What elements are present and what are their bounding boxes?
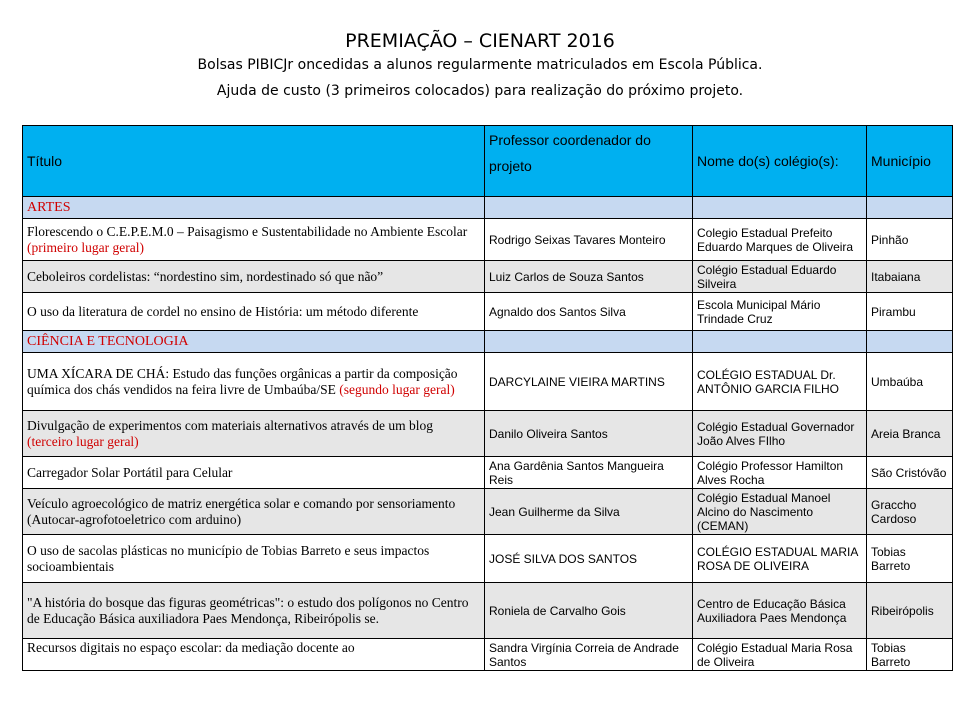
awards-table bbox=[22, 125, 953, 671]
school-cell: Colegio Estadual Prefeito Eduardo Marques de Oliveira bbox=[693, 219, 867, 261]
table-row bbox=[23, 411, 953, 457]
municipality-cell: Pinhão bbox=[867, 219, 953, 261]
school-cell: Escola Municipal Mário Trindade Cruz bbox=[693, 293, 867, 331]
table-row bbox=[23, 489, 953, 535]
project-title: O uso da literatura de cordel no ensino de História: um método diferente bbox=[27, 303, 419, 319]
project-title: Recursos digitais no espaço escolar: da mediação docente ao bbox=[27, 640, 355, 655]
professor-cell: Jean Guilherme da Silva bbox=[485, 489, 693, 535]
project-title: O uso de sacolas plásticas no município de Tobias Barreto e seus impactos socioambientais bbox=[27, 542, 430, 574]
professor-cell: DARCYLAINE VIEIRA MARTINS bbox=[485, 353, 693, 411]
subtitle-ajuda: Ajuda de custo (3 primeiros colocados) para realização do próximo projeto. bbox=[216, 83, 744, 99]
section-label: ARTES bbox=[23, 197, 485, 219]
table-row bbox=[23, 293, 953, 331]
professor-cell: Rodrigo Seixas Tavares Monteiro bbox=[485, 219, 693, 261]
municipality-cell: Areia Branca bbox=[867, 411, 953, 457]
project-title: Veículo agroecológico de matriz energética solar e comando por sensoriamento (Autocar-agrofotoeletrico com arduino) bbox=[27, 495, 456, 527]
table-row bbox=[23, 457, 953, 489]
subtitle-bolsas: Bolsas PIBICJr oncedidas a alunos regularmente matriculados em Escola Pública. bbox=[197, 57, 763, 73]
school-cell: COLÉGIO ESTADUAL Dr. ANTÔNIO GARCIA FILHO bbox=[693, 353, 867, 411]
professor-cell: Sandra Virgínia Correia de Andrade Santos bbox=[485, 639, 693, 671]
school-cell: Colégio Estadual Governador João Alves FIlho bbox=[693, 411, 867, 457]
municipality-cell: Ribeirópolis bbox=[867, 583, 953, 639]
professor-cell: Ana Gardênia Santos Mangueira Reis bbox=[485, 457, 693, 489]
project-title: Carregador Solar Portátil para Celular bbox=[27, 464, 233, 480]
municipality-cell: São Cristóvão bbox=[867, 457, 953, 489]
project-title: "A história do bosque das figuras geométricas": o estudo dos polígonos no Centro de Educação Básica auxiliadora Paes Mendonça, Ribeirópolis se. bbox=[27, 594, 469, 626]
header-row bbox=[23, 126, 953, 197]
municipality-cell: Graccho Cardoso bbox=[867, 489, 953, 535]
page-title: PREMIAÇÃO – CIENART 2016 bbox=[345, 30, 615, 52]
professor-cell: Roniela de Carvalho Gois bbox=[485, 583, 693, 639]
municipality-cell: Umbaúba bbox=[867, 353, 953, 411]
school-cell: Colégio Professor Hamilton Alves Rocha bbox=[693, 457, 867, 489]
municipality-cell: Tobias Barreto bbox=[867, 639, 953, 671]
award-placement: (terceiro lugar geral) bbox=[27, 433, 139, 449]
project-title: Divulgação de experimentos com materiais alternativos através de um blog bbox=[27, 417, 433, 433]
project-title: Florescendo o C.E.P.E.M.0 – Paisagismo e Sustentabilidade no Ambiente Escolar bbox=[27, 223, 468, 239]
school-cell: COLÉGIO ESTADUAL MARIA ROSA DE OLIVEIRA bbox=[693, 535, 867, 583]
municipality-cell: Tobias Barreto bbox=[867, 535, 953, 583]
award-placement: (segundo lugar geral) bbox=[339, 381, 455, 397]
municipality-cell: Itabaiana bbox=[867, 261, 953, 293]
section-row-artes bbox=[23, 197, 953, 219]
table-row bbox=[23, 353, 953, 411]
table-row bbox=[23, 219, 953, 261]
section-label: CIÊNCIA E TECNOLOGIA bbox=[23, 331, 485, 353]
table-row bbox=[23, 535, 953, 583]
school-cell: Colégio Estadual Maria Rosa de Oliveira bbox=[693, 639, 867, 671]
table-row bbox=[23, 639, 953, 671]
professor-cell: Agnaldo dos Santos Silva bbox=[485, 293, 693, 331]
column-header-professor: Professor coordenador do projeto bbox=[485, 126, 693, 197]
professor-cell: JOSÉ SILVA DOS SANTOS bbox=[485, 535, 693, 583]
column-header-municipio: Município bbox=[867, 126, 953, 197]
column-header-titulo: Título bbox=[23, 126, 485, 197]
project-title: UMA XÍCARA DE CHÁ: Estudo das funções orgânicas a partir da composição química dos chás vendidos na feira livre de Umbaúba/SE bbox=[27, 365, 458, 397]
school-cell: Colégio Estadual Manoel Alcino do Nascimento (CEMAN) bbox=[693, 489, 867, 535]
award-placement: (primeiro lugar geral) bbox=[27, 239, 144, 255]
professor-cell: Danilo Oliveira Santos bbox=[485, 411, 693, 457]
project-title: Ceboleiros cordelistas: “nordestino sim, nordestinado só que não” bbox=[27, 268, 384, 284]
table-row bbox=[23, 583, 953, 639]
section-row-ciencia-tecnologia bbox=[23, 331, 953, 353]
school-cell: Colégio Estadual Eduardo Silveira bbox=[693, 261, 867, 293]
municipality-cell: Pirambu bbox=[867, 293, 953, 331]
table-row bbox=[23, 261, 953, 293]
school-cell: Centro de Educação Básica Auxiliadora Paes Mendonça bbox=[693, 583, 867, 639]
column-header-colegio: Nome do(s) colégio(s): bbox=[693, 126, 867, 197]
professor-cell: Luiz Carlos de Souza Santos bbox=[485, 261, 693, 293]
